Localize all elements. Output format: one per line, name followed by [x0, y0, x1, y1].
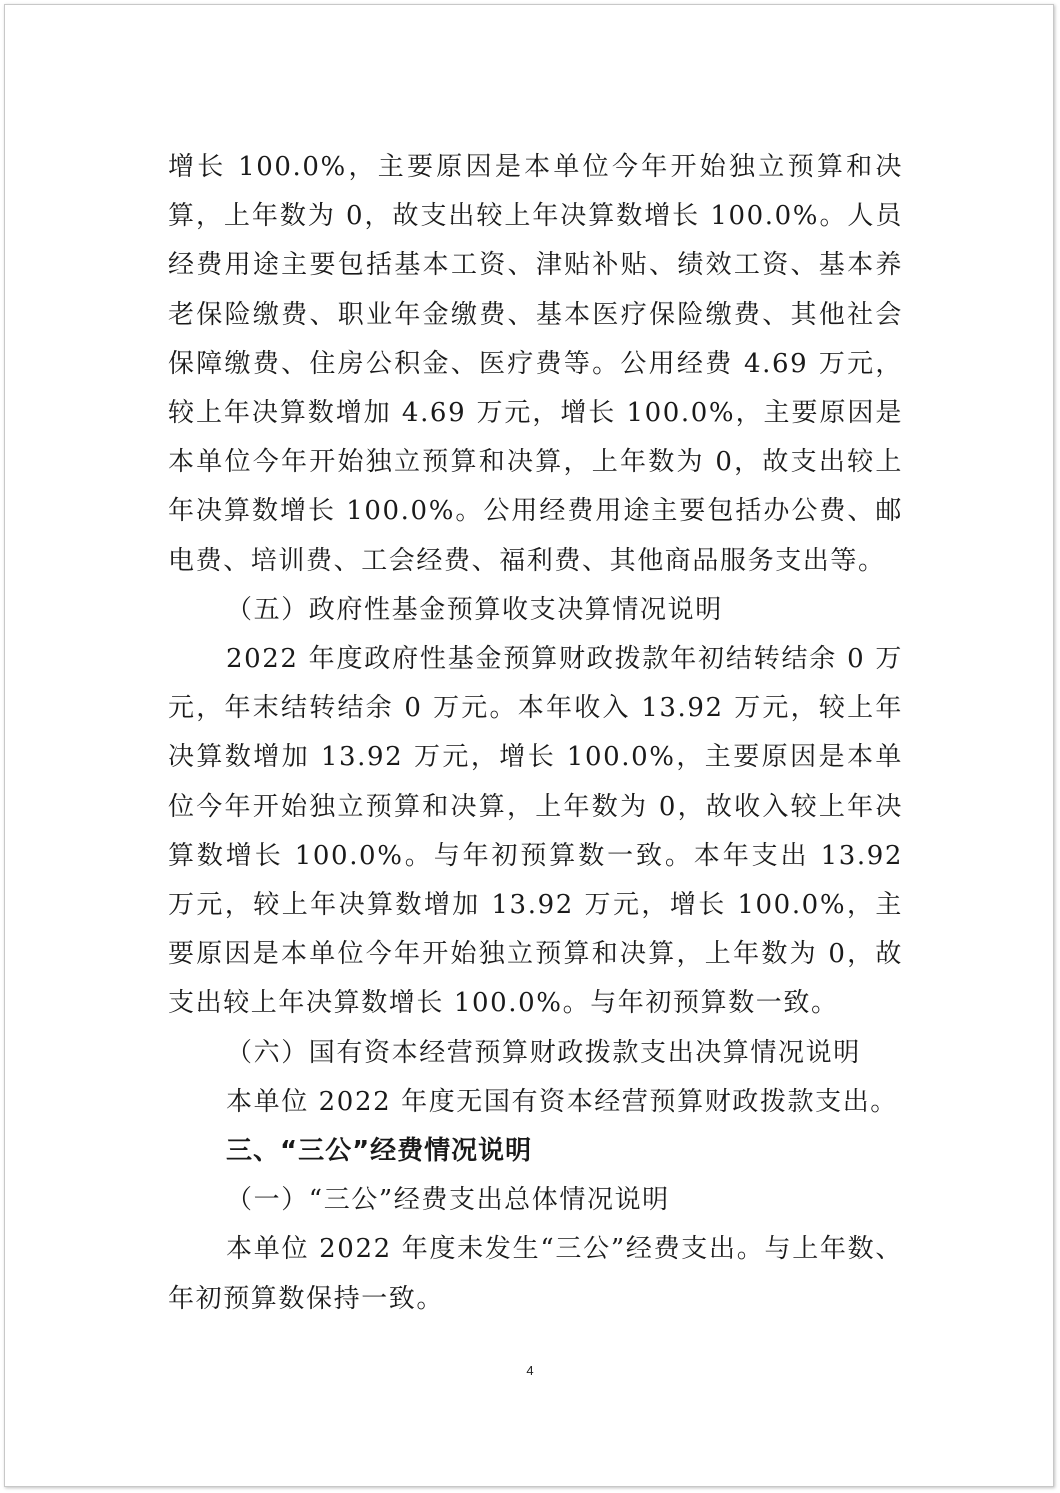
page-body: [168, 143, 903, 1324]
paragraph-state-capital: 本单位 2022 年度无国有资本经营预算财政拨款支出。: [226, 1086, 898, 1117]
heading-government-fund: （五）政府性基金预算收支决算情况说明: [226, 594, 723, 625]
paragraph-expenditure-continued: 增长 100.0%，主要原因是本单位今年开始独立预算和决算，上年数为 0，故支出较上年决算数增长 100.0%。人员经费用途主要包括基本工资、津贴补贴、绩效工资、基本养老保险缴费、职业年金缴费、基本医疗保险缴费、其他社会保障缴费、住房公积金、医疗费等。公用经费 4.69 万元，较上年决算数增加 4.69 万元，增长 100.0%，主要原因是本单位今年开始独立预算和决算，上年数为 0，故支出较上年决算数增长 100.0%。公用经费用途主要包括办公费、邮电费、培训费、工会经费、福利费、其他商品服务支出等。: [168, 152, 903, 576]
document-page: [4, 4, 1054, 1487]
heading-three-public-overall: （一）“三公”经费支出总体情况说明: [226, 1185, 670, 1216]
heading-state-capital: （六）国有资本经营预算财政拨款支出决算情况说明: [226, 1037, 861, 1068]
heading-three-public: 三、“三公”经费情况说明: [226, 1136, 533, 1167]
paragraph-three-public-overall: 本单位 2022 年度未发生“三公”经费支出。与上年数、年初预算数保持一致。: [168, 1234, 903, 1314]
page-number: 4: [526, 1363, 534, 1378]
paragraph-government-fund: 2022 年度政府性基金预算财政拨款年初结转结余 0 万元，年末结转结余 0 万元。本年收入 13.92 万元，较上年决算数增加 13.92 万元，增长 100.0%，主要原因是本单位今年开始独立预算和决算，上年数为 0，故收入较上年决算数增长 100.0%。与年初预算数一致。本年支出 13.92 万元，较上年决算数增加 13.92 万元，增长 100.0%，主要原因是本单位今年开始独立预算和决算，上年数为 0，故支出较上年决算数增长 100.0%。与年初预算数一致。: [168, 644, 903, 1019]
